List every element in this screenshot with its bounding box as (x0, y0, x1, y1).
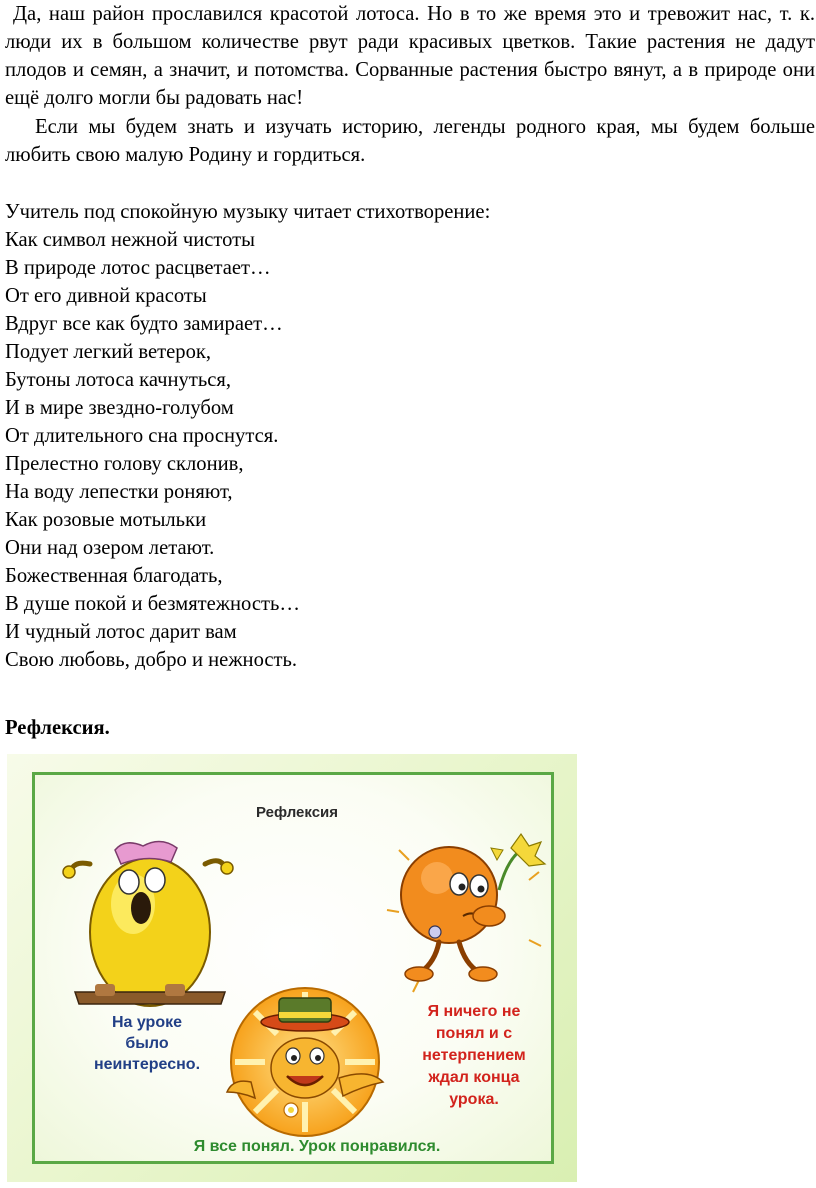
poem-line: Бутоны лотоса качнуться, (5, 369, 231, 391)
bored-character-icon (55, 824, 245, 1014)
poem-line: Свою любовь, добро и нежность. (5, 649, 298, 671)
poem-line: От его дивной красоты (5, 285, 207, 307)
poem-line: В природе лотос расцветает… (5, 257, 271, 279)
happy-sun-icon (225, 982, 393, 1138)
caption-did-not-understand: Я ничего не понял и с нетерпением ждал конца урока. (422, 1003, 526, 1108)
poem-line: Как розовые мотыльки (5, 509, 207, 531)
poem-line: На воду лепестки роняют, (5, 481, 233, 503)
puzzled-character-icon (379, 820, 549, 1000)
poem-line: Подует легкий ветерок, (5, 341, 212, 363)
poem-line: От длительного сна проснутся. (5, 425, 279, 447)
caption-understood-everything: Я все понял. Урок понравился. (193, 1138, 441, 1155)
poem-line: Вдруг все как будто замирает… (5, 313, 283, 335)
reflection-picture (7, 754, 577, 1182)
picture-title: Рефлексия (255, 804, 339, 821)
poem-intro: Учитель под спокойную музыку читает стихотворение: (5, 201, 491, 223)
paragraph-homeland: Если мы будем знать и изучать историю, легенды родного края, мы будем больше любить свою малую Родину и гордиться. (5, 116, 815, 166)
poem (5, 226, 300, 674)
poem-line: И в мире звездно-голубом (5, 397, 234, 419)
poem-line: В душе покой и безмятежность… (5, 593, 300, 615)
poem-line: Прелестно голову склонив, (5, 453, 244, 475)
poem-line: Божественная благодать, (5, 565, 223, 587)
poem-line: Они над озером летают. (5, 537, 215, 559)
reflection-heading: Рефлексия. (5, 717, 110, 739)
poem-line: Как символ нежной чистоты (5, 229, 255, 251)
poem-line: И чудный лотос дарит вам (5, 621, 237, 643)
paragraph-lotus-concern: Да, наш район прославился красотой лотоса. Но в то же время это и тревожит нас, т. к. люди их в большом количестве рвут ради красивых цветков. Такие растения не дадут плодов и семян, а значит, и потомства. Сорванные растения быстро вянут, а в природе они ещё долго могли бы радовать нас! (5, 3, 815, 109)
caption-not-interesting: На уроке было неинтересно. (93, 1014, 201, 1073)
